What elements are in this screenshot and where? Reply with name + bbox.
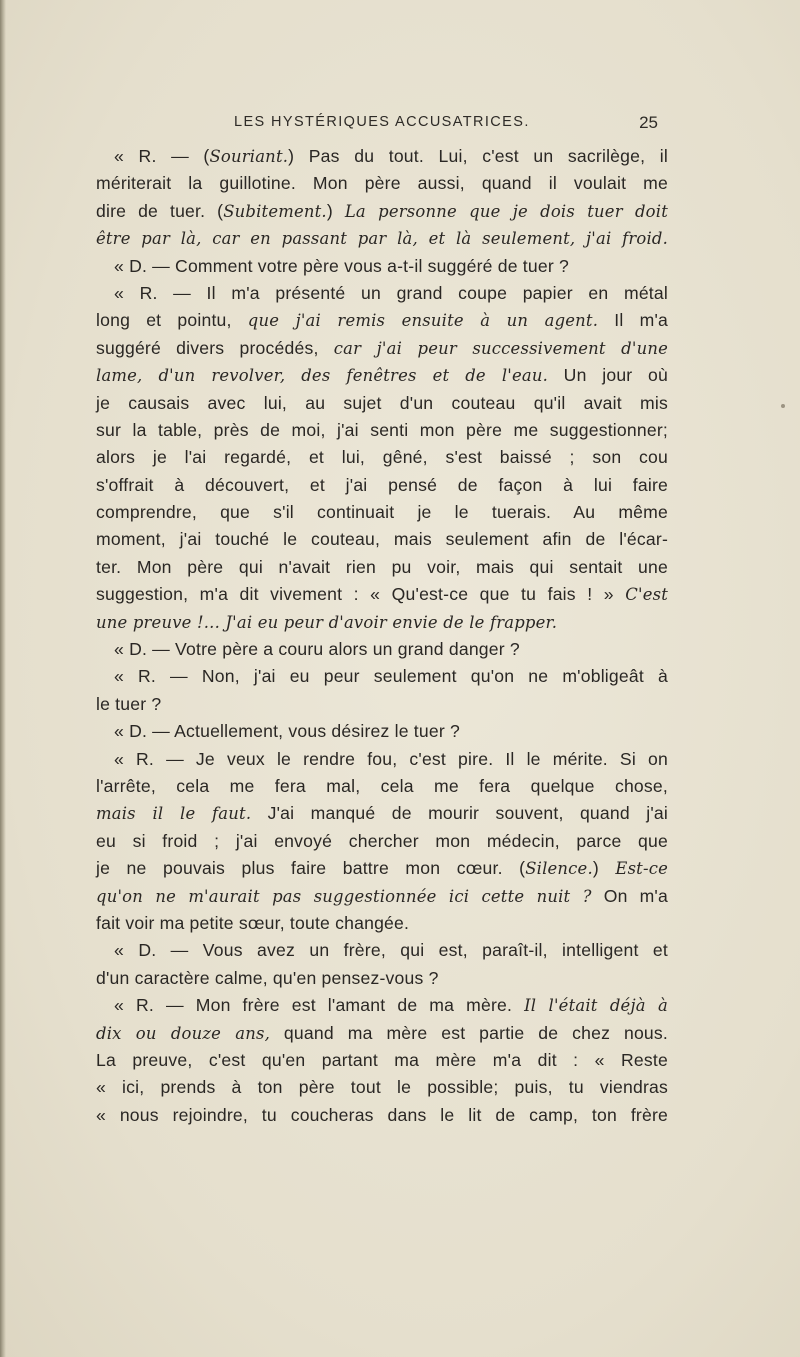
text-line: « R. — Il m'a présenté un grand coupe papier en métal [114, 282, 668, 303]
text-line: alors je l'ai regardé, et lui, gêné, s'est baissé ; son cou [96, 447, 668, 468]
paper-speck [781, 404, 785, 408]
text-line: suggestion, m'a dit vivement : « Qu'est-ce que tu fais ! » C'est [96, 584, 668, 605]
text-line: qu'on ne m'aurait pas suggestionnée ici cette nuit ? On m'a [96, 885, 668, 906]
text-line: comprendre, que s'il continuait je le tuerais. Au même [96, 502, 668, 523]
text-line: long et pointu, que j'ai remis ensuite à un agent. Il m'a [96, 310, 669, 331]
text-line: eu si froid ; j'ai envoyé chercher mon médecin, parce que [96, 830, 668, 851]
running-head: LES HYSTÉRIQUES ACCUSATRICES. [234, 114, 530, 130]
text-line: d'un caractère calme, qu'en pensez-vous ? [96, 967, 439, 988]
text-line: « ici, prends à ton père tout le possible; puis, tu viendras [96, 1077, 668, 1098]
page-header [96, 114, 658, 136]
text-line: je causais avec lui, au sujet d'un couteau qu'il avait mis [96, 392, 668, 413]
text-line: sur la table, près de moi, j'ai senti mon père me suggestionner; [96, 419, 668, 440]
text-line: le tuer ? [96, 693, 162, 714]
page-binding-edge [0, 0, 6, 1357]
text-line: « R. — Non, j'ai eu peur seulement qu'on ne m'obligeât à [114, 666, 668, 687]
text-line: suggéré divers procédés, car j'ai peur successivement d'une [96, 337, 668, 358]
text-line: « R. — Je veux le rendre fou, c'est pire. Il le mérite. Si on [114, 748, 668, 769]
text-line: lame, d'un revolver, des fenêtres et de l'eau. Un jour où [96, 365, 669, 386]
text-line: l'arrête, cela me fera mal, cela me fera quelque chose, [96, 775, 668, 796]
text-line: être par là, car en passant par là, et là seulement, j'ai froid. [96, 229, 668, 249]
text-line: « D. — Vous avez un frère, qui est, paraît-il, intelligent et [114, 940, 668, 961]
text-line: une preuve !... J'ai eu peur d'avoir envie de le frapper. [96, 612, 558, 632]
page-number: 25 [639, 113, 658, 132]
text-line: « D. — Comment votre père vous a-t-il suggéré de tuer ? [114, 255, 569, 276]
text-line: fait voir ma petite sœur, toute changée. [96, 912, 410, 933]
text-line: dix ou douze ans, quand ma mère est partie de chez nous. [96, 1022, 669, 1043]
text-line: mériterait la guillotine. Mon père aussi, quand il voulait me [96, 173, 668, 194]
text-line: « R. — (Souriant.) Pas du tout. Lui, c'est un sacrilège, il [114, 146, 668, 166]
text-line: ter. Mon père qui n'avait rien pu voir, mais qui sentait une [96, 556, 668, 577]
text-line: dire de tuer. (Subitement.) La personne que je dois tuer doit [96, 200, 668, 221]
text-line: moment, j'ai touché le couteau, mais seulement afin de l'écar- [96, 529, 668, 550]
body-text [96, 143, 668, 1129]
text-line: « nous rejoindre, tu coucheras dans le lit de camp, ton frère [96, 1104, 668, 1125]
text-line: « R. — Mon frère est l'amant de ma mère. Il l'était déjà à [114, 995, 668, 1016]
text-line: « D. — Votre père a couru alors un grand danger ? [114, 639, 520, 660]
text-line: mais il le faut. J'ai manqué de mourir souvent, quand j'ai [96, 803, 668, 824]
text-line: « D. — Actuellement, vous désirez le tuer ? [114, 721, 460, 742]
text-line: s'offrait à découvert, et j'ai pensé de façon à lui faire [96, 474, 668, 495]
text-line: La preuve, c'est qu'en partant ma mère m'a dit : « Reste [96, 1049, 668, 1070]
text-line: je ne pouvais plus faire battre mon cœur. (Silence.) Est-ce [96, 858, 668, 879]
